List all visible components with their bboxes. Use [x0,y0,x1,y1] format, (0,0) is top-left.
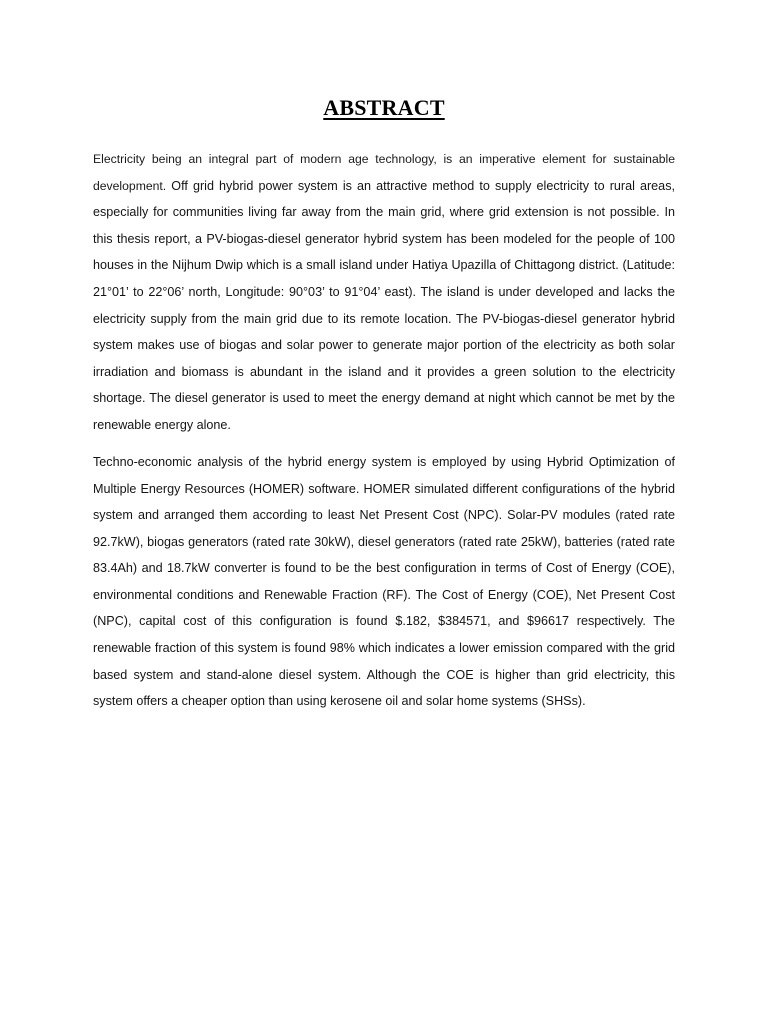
abstract-heading: ABSTRACT [323,95,445,120]
page-title [0,86,768,123]
abstract-paragraph-2: Techno-economic analysis of the hybrid energy system is employed by using Hybrid Optimization of Multiple Energy Resources (HOMER) software. HOMER simulated different configurations of the hybrid system and arranged them according to least Net Present Cost (NPC). Solar-PV modules (rated rate 92.7kW), biogas generators (rated rate 30kW), diesel generators (rated rate 25kW), batteries (rated rate 83.4Ah) and 18.7kW converter is found to be the best configuration in terms of Cost of Energy (COE), environmental conditions and Renewable Fraction (RF). The Cost of Energy (COE), Net Present Cost (NPC), capital cost of this configuration is found $.182, $384571, and $96617 respectively. The renewable fraction of this system is found 98% which indicates a lower emission compared with the grid based system and stand-alone diesel system. Although the COE is higher than grid electricity, this system offers a cheaper option than using kerosene oil and solar home systems (SHSs). [93,454,675,709]
abstract-paragraph-1 [93,146,675,439]
paragraph-1-lead: Electricity being an integral part of modern age technology, is an imperative element for sustainable development. [93,152,675,193]
paragraph-1-text: Off grid hybrid power system is an attractive method to supply electricity to rural areas, especially for communities living far away from the main grid, where grid extension is not possible. In this thesis report, a PV-biogas-diesel generator hybrid system has been modeled for the people of 100 houses in the Nijhum Dwip which is a small island under Hatiya Upazilla of Chittagong district. (Latitude: 21°01’ to 22°06’ north, Longitude: 90°03’ to 91°04’ east). The island is under developed and lacks the electricity supply from the main grid due to its remote location. The PV-biogas-diesel generator hybrid system makes use of biogas and solar power to generate major portion of the electricity as both solar irradiation and biomass is abundant in the island and it provides a green solution to the electricity shortage. The diesel generator is used to meet the energy demand at night which cannot be met by the renewable energy alone. [93,178,675,432]
abstract-body [93,146,675,715]
